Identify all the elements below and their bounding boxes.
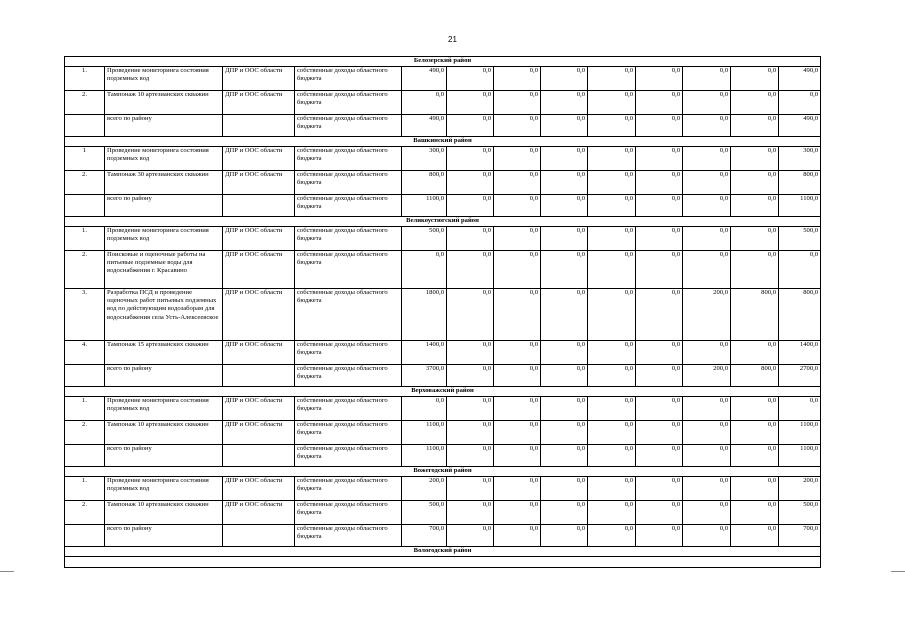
amount-cell: 0,0 (541, 251, 588, 289)
row-number: 1. (65, 397, 105, 421)
amount-cell: 0,0 (731, 147, 779, 171)
amount-cell: 500,0 (402, 501, 447, 525)
amount-cell: 0,0 (636, 501, 683, 525)
executor: ДПР и ООС области (223, 227, 295, 251)
amount-cell: 0,0 (683, 525, 731, 547)
amount-cell: 0,0 (588, 227, 636, 251)
amount-cell: 0,0 (541, 289, 588, 341)
measure-title: всего по району (105, 195, 223, 217)
amount-cell: 0,0 (447, 227, 494, 251)
amount-cell: 0,0 (494, 147, 541, 171)
executor (223, 365, 295, 387)
amount-cell: 1100,0 (402, 445, 447, 467)
table-row (65, 251, 821, 289)
funding-source: собственные доходы областного бюджета (295, 289, 402, 341)
amount-cell: 0,0 (636, 421, 683, 445)
amount-cell: 0,0 (447, 91, 494, 115)
amount-cell: 0,0 (494, 341, 541, 365)
amount-cell: 800,0 (731, 365, 779, 387)
budget-table (64, 56, 821, 568)
amount-cell: 0,0 (731, 115, 779, 137)
amount-cell: 0,0 (683, 227, 731, 251)
amount-cell: 0,0 (683, 341, 731, 365)
amount-cell: 0,0 (731, 91, 779, 115)
district-total-row (65, 195, 821, 217)
amount-cell: 500,0 (779, 227, 821, 251)
funding-source: собственные доходы областного бюджета (295, 115, 402, 137)
amount-cell: 0,0 (683, 195, 731, 217)
amount-cell: 0,0 (636, 195, 683, 217)
amount-cell: 0,0 (541, 67, 588, 91)
amount-cell: 0,0 (494, 397, 541, 421)
amount-cell: 0,0 (541, 421, 588, 445)
amount-cell: 1100,0 (779, 195, 821, 217)
row-number (65, 195, 105, 217)
amount-cell: 0,0 (447, 501, 494, 525)
amount-cell: 0,0 (541, 477, 588, 501)
measure-title: Проведение мониторинга состояния подземных вод (105, 147, 223, 171)
district-name: Вожегодский район (65, 467, 821, 477)
executor: ДПР и ООС области (223, 477, 295, 501)
amount-cell: 0,0 (447, 477, 494, 501)
amount-cell: 0,0 (731, 501, 779, 525)
amount-cell: 0,0 (731, 171, 779, 195)
amount-cell: 1100,0 (402, 421, 447, 445)
left-edge-mark (0, 571, 14, 572)
amount-cell: 0,0 (588, 397, 636, 421)
amount-cell: 0,0 (683, 91, 731, 115)
amount-cell: 0,0 (541, 525, 588, 547)
amount-cell: 1800,0 (402, 289, 447, 341)
measure-title: Тампонаж 10 артезианских скважин (105, 421, 223, 445)
amount-cell: 0,0 (636, 397, 683, 421)
amount-cell: 300,0 (779, 147, 821, 171)
amount-cell: 0,0 (588, 115, 636, 137)
row-number (65, 365, 105, 387)
amount-cell: 0,0 (683, 445, 731, 467)
amount-cell: 0,0 (636, 251, 683, 289)
district-header-row (65, 137, 821, 147)
measure-title: Тампонаж 30 артезианских скважин (105, 171, 223, 195)
executor: ДПР и ООС области (223, 397, 295, 421)
table-row (65, 501, 821, 525)
amount-cell: 0,0 (588, 365, 636, 387)
district-name: Великоустюгский район (65, 217, 821, 227)
table-row (65, 171, 821, 195)
row-number: 4. (65, 341, 105, 365)
amount-cell: 0,0 (541, 501, 588, 525)
row-number: 2. (65, 171, 105, 195)
amount-cell: 0,0 (779, 91, 821, 115)
amount-cell: 0,0 (588, 195, 636, 217)
amount-cell: 0,0 (447, 525, 494, 547)
district-name: Вашкинский район (65, 137, 821, 147)
amount-cell: 0,0 (636, 115, 683, 137)
amount-cell: 0,0 (731, 397, 779, 421)
table-row (65, 91, 821, 115)
amount-cell: 0,0 (588, 501, 636, 525)
amount-cell: 0,0 (447, 251, 494, 289)
amount-cell: 500,0 (402, 227, 447, 251)
amount-cell: 0,0 (636, 227, 683, 251)
amount-cell: 1400,0 (402, 341, 447, 365)
amount-cell: 0,0 (447, 289, 494, 341)
amount-cell: 0,0 (494, 289, 541, 341)
amount-cell: 0,0 (636, 289, 683, 341)
executor: ДПР и ООС области (223, 67, 295, 91)
row-number: 2. (65, 421, 105, 445)
amount-cell: 0,0 (494, 91, 541, 115)
table-row (65, 289, 821, 341)
table-row (65, 147, 821, 171)
district-header-row (65, 217, 821, 227)
amount-cell: 0,0 (683, 397, 731, 421)
amount-cell: 0,0 (636, 171, 683, 195)
amount-cell: 1100,0 (779, 445, 821, 467)
measure-title: Проведение мониторинга состояния подземных вод (105, 477, 223, 501)
amount-cell: 0,0 (731, 227, 779, 251)
amount-cell: 800,0 (731, 289, 779, 341)
amount-cell: 0,0 (541, 341, 588, 365)
amount-cell: 700,0 (402, 525, 447, 547)
amount-cell: 0,0 (588, 341, 636, 365)
row-number: 2. (65, 501, 105, 525)
amount-cell: 0,0 (447, 147, 494, 171)
amount-cell: 0,0 (494, 445, 541, 467)
measure-title: Разработка ПСД и проведение оценочных работ питьевых подземных вод по действующим водозаборам для водоснабжения села Усть-Алексеевское (105, 289, 223, 341)
amount-cell: 800,0 (779, 171, 821, 195)
amount-cell: 700,0 (779, 525, 821, 547)
amount-cell: 0,0 (402, 251, 447, 289)
amount-cell: 0,0 (731, 195, 779, 217)
amount-cell: 0,0 (731, 421, 779, 445)
executor (223, 445, 295, 467)
amount-cell: 0,0 (447, 115, 494, 137)
executor: ДПР и ООС области (223, 501, 295, 525)
empty-cell (65, 557, 821, 568)
amount-cell: 0,0 (494, 421, 541, 445)
amount-cell: 3700,0 (402, 365, 447, 387)
district-header-row (65, 387, 821, 397)
district-total-row (65, 445, 821, 467)
district-total-row (65, 525, 821, 547)
amount-cell: 0,0 (541, 227, 588, 251)
amount-cell: 0,0 (494, 171, 541, 195)
funding-source: собственные доходы областного бюджета (295, 477, 402, 501)
amount-cell: 0,0 (731, 67, 779, 91)
amount-cell: 0,0 (541, 147, 588, 171)
funding-source: собственные доходы областного бюджета (295, 91, 402, 115)
amount-cell: 200,0 (683, 365, 731, 387)
amount-cell: 0,0 (636, 365, 683, 387)
measure-title: Проведение мониторинга состояния подземных вод (105, 227, 223, 251)
executor: ДПР и ООС области (223, 171, 295, 195)
row-number (65, 115, 105, 137)
table-row (65, 421, 821, 445)
row-number: 1. (65, 227, 105, 251)
amount-cell: 490,0 (402, 67, 447, 91)
executor: ДПР и ООС области (223, 289, 295, 341)
row-number (65, 445, 105, 467)
funding-source: собственные доходы областного бюджета (295, 501, 402, 525)
amount-cell: 0,0 (779, 397, 821, 421)
table-row (65, 397, 821, 421)
amount-cell: 0,0 (683, 147, 731, 171)
amount-cell: 0,0 (683, 421, 731, 445)
amount-cell: 0,0 (447, 67, 494, 91)
amount-cell: 0,0 (636, 477, 683, 501)
amount-cell: 0,0 (588, 525, 636, 547)
row-number (65, 525, 105, 547)
amount-cell: 0,0 (731, 477, 779, 501)
amount-cell: 200,0 (402, 477, 447, 501)
district-name: Вологодский район (65, 547, 821, 557)
district-header-row (65, 547, 821, 557)
amount-cell: 0,0 (588, 445, 636, 467)
amount-cell: 0,0 (588, 289, 636, 341)
amount-cell: 0,0 (447, 445, 494, 467)
amount-cell: 0,0 (447, 195, 494, 217)
amount-cell: 0,0 (588, 251, 636, 289)
funding-source: собственные доходы областного бюджета (295, 251, 402, 289)
amount-cell: 1400,0 (779, 341, 821, 365)
amount-cell: 0,0 (779, 251, 821, 289)
funding-source: собственные доходы областного бюджета (295, 397, 402, 421)
amount-cell: 0,0 (447, 397, 494, 421)
amount-cell: 0,0 (494, 195, 541, 217)
executor: ДПР и ООС области (223, 421, 295, 445)
page-number: 21 (448, 35, 457, 44)
measure-title: Проведение мониторинга состояния подземных вод (105, 397, 223, 421)
measure-title: Проведение мониторинга состояния подземных вод (105, 67, 223, 91)
district-total-row (65, 365, 821, 387)
amount-cell: 0,0 (588, 91, 636, 115)
amount-cell: 0,0 (541, 171, 588, 195)
amount-cell: 0,0 (447, 341, 494, 365)
measure-title: всего по району (105, 525, 223, 547)
funding-source: собственные доходы областного бюджета (295, 525, 402, 547)
amount-cell: 0,0 (541, 195, 588, 217)
amount-cell: 0,0 (636, 525, 683, 547)
amount-cell: 0,0 (636, 445, 683, 467)
amount-cell: 490,0 (779, 67, 821, 91)
row-number: 1. (65, 67, 105, 91)
amount-cell: 800,0 (779, 289, 821, 341)
amount-cell: 0,0 (494, 477, 541, 501)
amount-cell: 0,0 (731, 445, 779, 467)
amount-cell: 490,0 (402, 115, 447, 137)
funding-source: собственные доходы областного бюджета (295, 365, 402, 387)
amount-cell: 0,0 (731, 251, 779, 289)
executor (223, 195, 295, 217)
amount-cell: 0,0 (683, 67, 731, 91)
amount-cell: 0,0 (683, 477, 731, 501)
table-row (65, 341, 821, 365)
district-total-row (65, 115, 821, 137)
funding-source: собственные доходы областного бюджета (295, 341, 402, 365)
amount-cell: 2700,0 (779, 365, 821, 387)
amount-cell: 200,0 (779, 477, 821, 501)
funding-source: собственные доходы областного бюджета (295, 445, 402, 467)
table-row (65, 227, 821, 251)
amount-cell: 0,0 (402, 91, 447, 115)
measure-title: Поисковые и оценочные работы на питьевые подземные воды для водоснабжения г. Красавино (105, 251, 223, 289)
amount-cell: 0,0 (683, 501, 731, 525)
amount-cell: 0,0 (636, 341, 683, 365)
funding-source: собственные доходы областного бюджета (295, 67, 402, 91)
table-row (65, 67, 821, 91)
amount-cell: 0,0 (636, 91, 683, 115)
district-name: Белозерский район (65, 57, 821, 67)
amount-cell: 0,0 (636, 67, 683, 91)
amount-cell: 800,0 (402, 171, 447, 195)
amount-cell: 0,0 (494, 365, 541, 387)
amount-cell: 0,0 (588, 67, 636, 91)
amount-cell: 0,0 (588, 171, 636, 195)
amount-cell: 0,0 (447, 365, 494, 387)
amount-cell: 200,0 (683, 289, 731, 341)
funding-source: собственные доходы областного бюджета (295, 147, 402, 171)
right-edge-mark (891, 571, 905, 572)
district-name: Верховажский район (65, 387, 821, 397)
executor: ДПР и ООС области (223, 341, 295, 365)
table-row (65, 477, 821, 501)
amount-cell: 0,0 (541, 445, 588, 467)
amount-cell: 0,0 (447, 171, 494, 195)
amount-cell: 0,0 (494, 525, 541, 547)
amount-cell: 0,0 (402, 397, 447, 421)
district-header-row (65, 467, 821, 477)
amount-cell: 0,0 (447, 421, 494, 445)
amount-cell: 0,0 (588, 477, 636, 501)
funding-source: собственные доходы областного бюджета (295, 171, 402, 195)
amount-cell: 0,0 (731, 341, 779, 365)
measure-title: Тампонаж 10 артезианских скважин (105, 91, 223, 115)
amount-cell: 0,0 (683, 115, 731, 137)
amount-cell: 0,0 (494, 251, 541, 289)
funding-source: собственные доходы областного бюджета (295, 421, 402, 445)
empty-row (65, 557, 821, 568)
row-number: 2. (65, 251, 105, 289)
executor: ДПР и ООС области (223, 147, 295, 171)
amount-cell: 0,0 (494, 67, 541, 91)
executor (223, 115, 295, 137)
amount-cell: 1100,0 (779, 421, 821, 445)
executor: ДПР и ООС области (223, 251, 295, 289)
amount-cell: 300,0 (402, 147, 447, 171)
amount-cell: 0,0 (494, 115, 541, 137)
amount-cell: 1100,0 (402, 195, 447, 217)
amount-cell: 0,0 (731, 525, 779, 547)
amount-cell: 0,0 (541, 115, 588, 137)
measure-title: всего по району (105, 445, 223, 467)
amount-cell: 0,0 (636, 147, 683, 171)
amount-cell: 0,0 (683, 251, 731, 289)
measure-title: Тампонаж 10 артезианских скважин (105, 501, 223, 525)
measure-title: всего по району (105, 115, 223, 137)
executor: ДПР и ООС области (223, 91, 295, 115)
amount-cell: 0,0 (588, 421, 636, 445)
funding-source: собственные доходы областного бюджета (295, 195, 402, 217)
district-header-row (65, 57, 821, 67)
measure-title: всего по району (105, 365, 223, 387)
amount-cell: 0,0 (683, 171, 731, 195)
amount-cell: 0,0 (588, 147, 636, 171)
amount-cell: 0,0 (541, 91, 588, 115)
row-number: 3. (65, 289, 105, 341)
funding-source: собственные доходы областного бюджета (295, 227, 402, 251)
executor (223, 525, 295, 547)
row-number: 2. (65, 91, 105, 115)
amount-cell: 0,0 (541, 397, 588, 421)
amount-cell: 490,0 (779, 115, 821, 137)
row-number: 1. (65, 477, 105, 501)
amount-cell: 500,0 (779, 501, 821, 525)
measure-title: Тампонаж 15 артезианских скважин (105, 341, 223, 365)
amount-cell: 0,0 (541, 365, 588, 387)
amount-cell: 0,0 (494, 227, 541, 251)
amount-cell: 0,0 (494, 501, 541, 525)
row-number: 1 (65, 147, 105, 171)
